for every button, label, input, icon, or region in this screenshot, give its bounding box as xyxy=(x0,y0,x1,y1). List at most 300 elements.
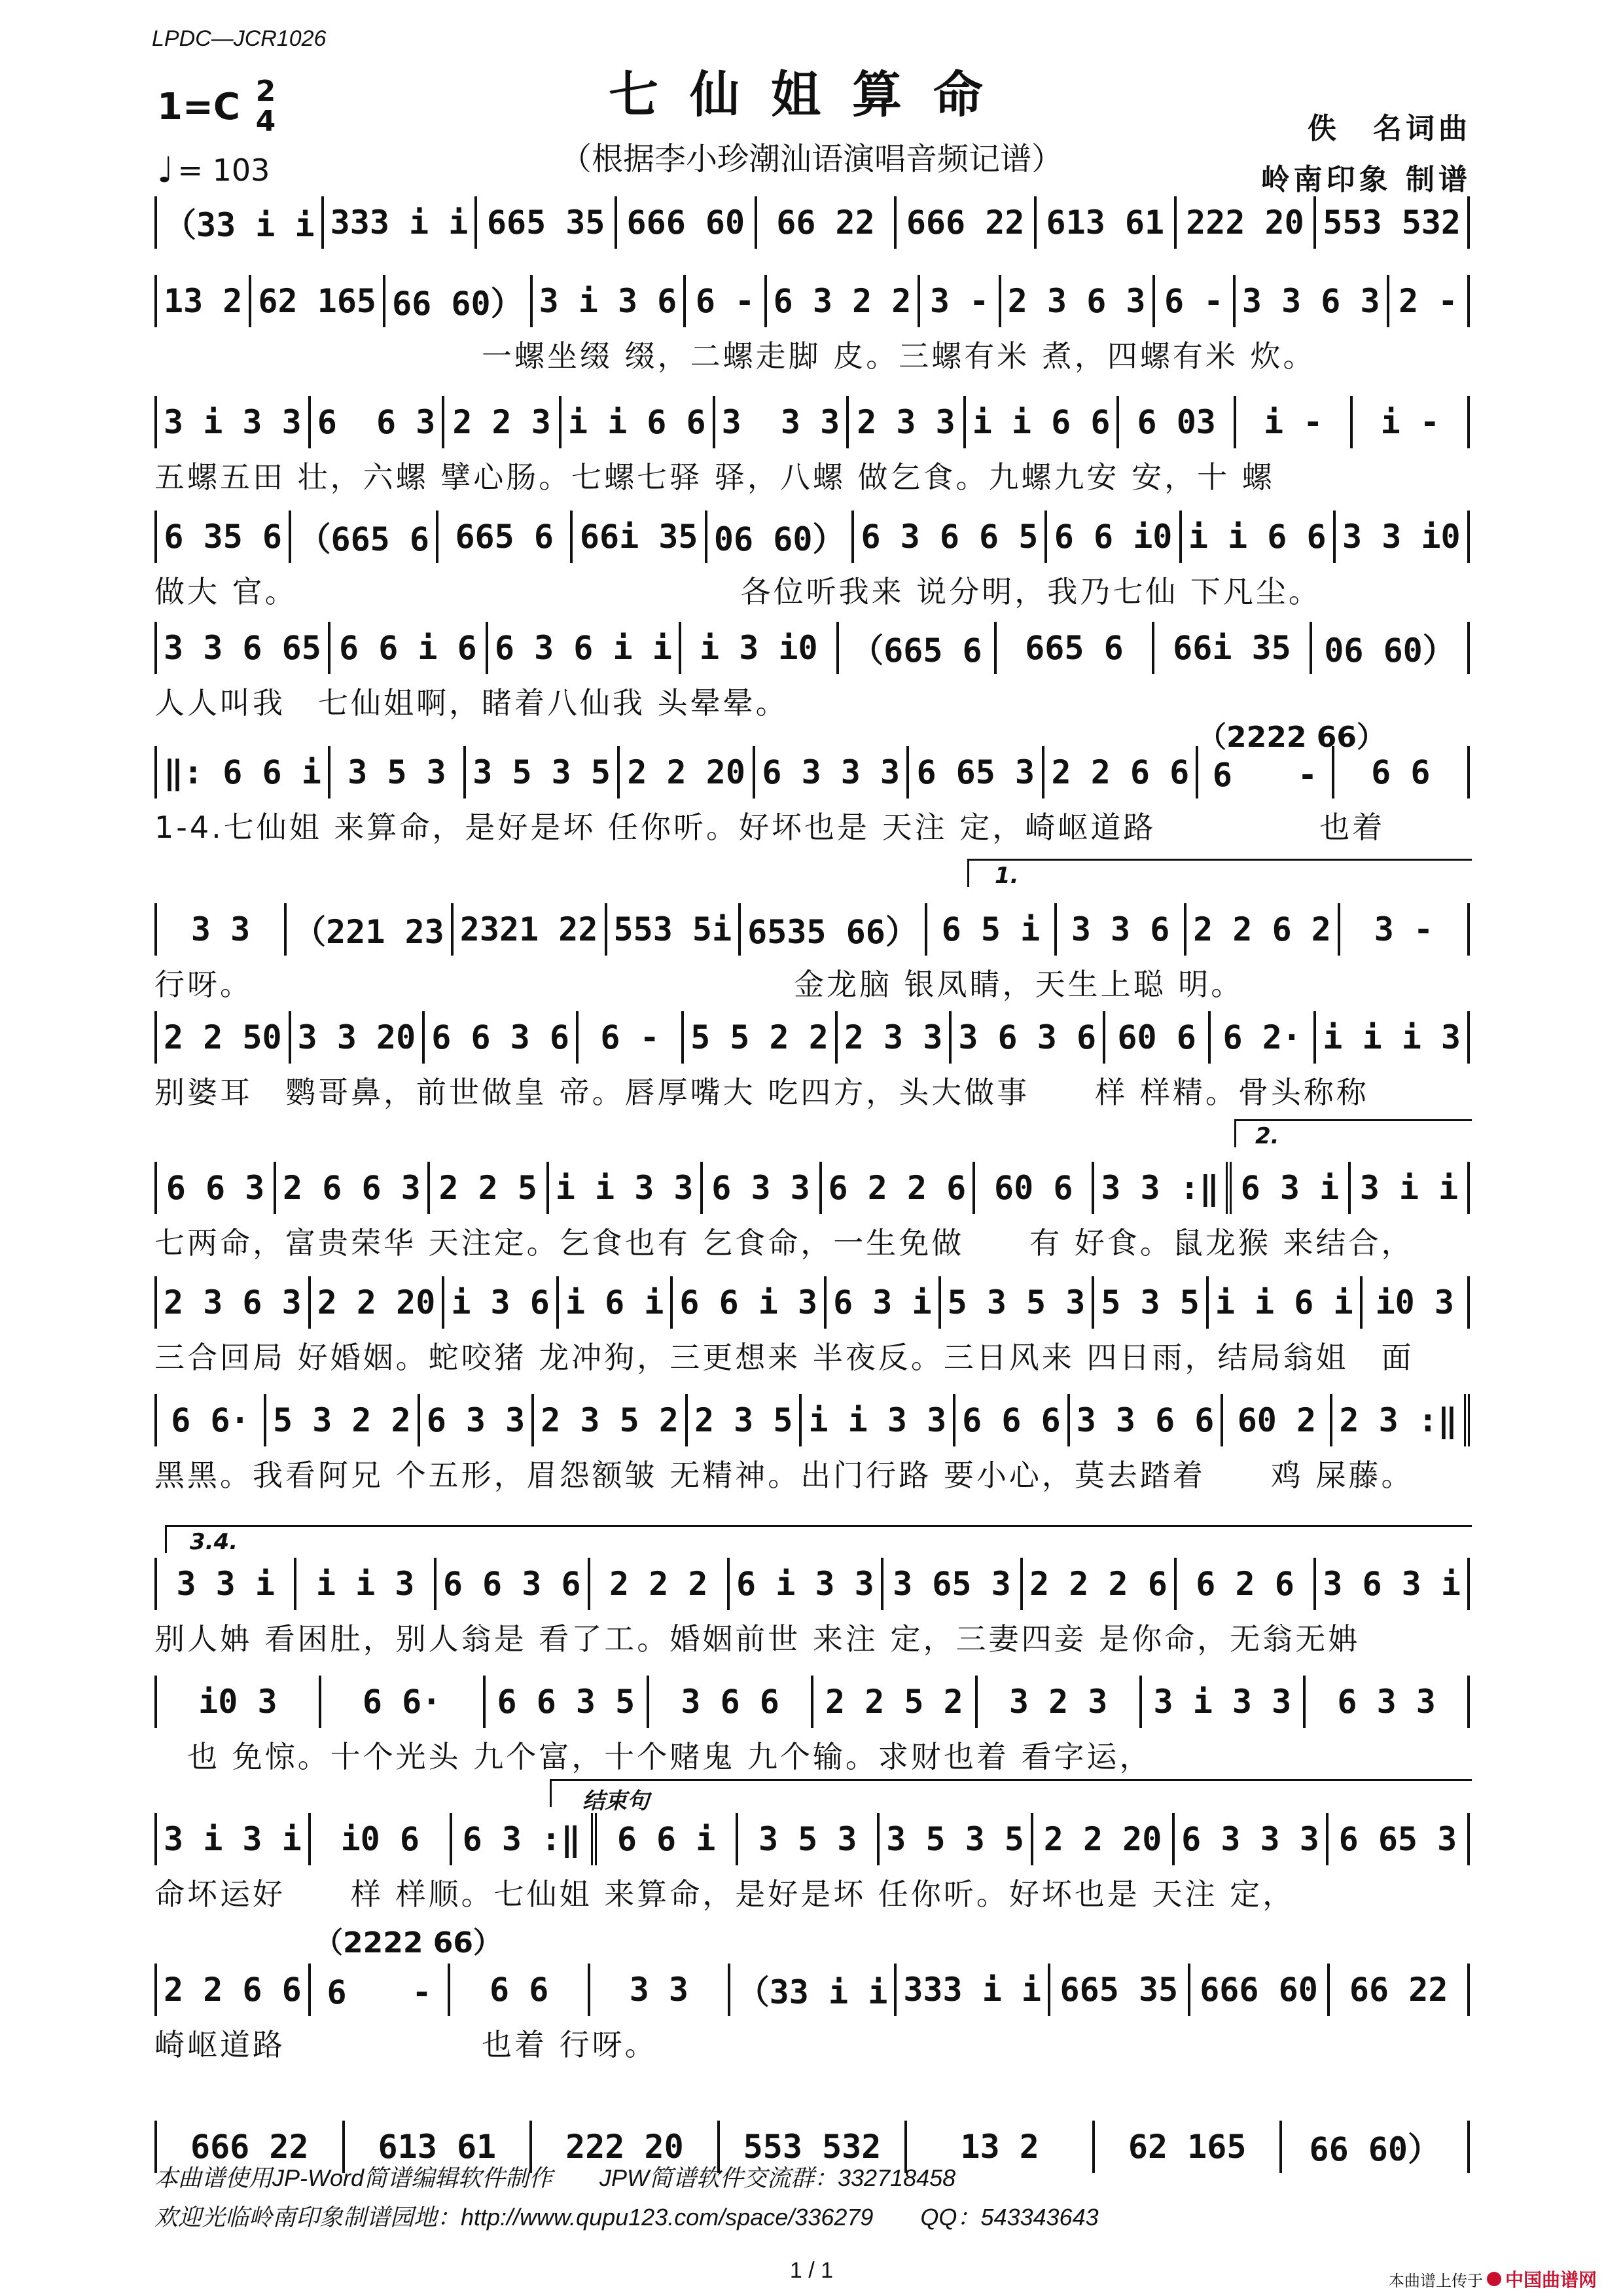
measure-notes: 3 3 20 xyxy=(297,1018,416,1056)
measure-notes: 6 6 i 6 xyxy=(338,629,477,667)
measure-notes: 5 3 5 3 xyxy=(947,1283,1086,1321)
measure-notes: 13 2 xyxy=(960,2128,1039,2166)
measure xyxy=(597,1813,738,1865)
measure-notes: 2 2 20 xyxy=(627,753,745,791)
measure-notes: 665 6 xyxy=(1025,629,1124,667)
measure xyxy=(444,1276,559,1329)
measure xyxy=(1044,746,1198,798)
measure xyxy=(802,1394,955,1446)
measure-notes: 553 5i xyxy=(613,910,732,948)
measure-notes: 3 3 i xyxy=(176,1565,275,1603)
measure xyxy=(1353,396,1470,448)
measure-notes: 6 3 :‖ xyxy=(462,1820,581,1858)
lyrics-line: 命坏运好 样 样顺。七仙姐 来算命，是好是坏 任你听。好坏也是 天注 定， xyxy=(154,1876,1296,1912)
measure xyxy=(1142,1676,1306,1728)
measure-notes: 6 3 3 3 xyxy=(762,753,901,791)
measure-notes: 3 3 xyxy=(629,1971,689,2009)
measure xyxy=(1211,1011,1316,1064)
measure-notes: 665 35 xyxy=(486,204,605,242)
footer-software-note: 本曲谱使用JP-Word简谱编辑软件制作 JPW简谱软件交流群：332718458 xyxy=(154,2164,956,2191)
measure-notes: 2 2 6 6 xyxy=(1051,753,1190,791)
measure-notes: 6 6 3 6 xyxy=(431,1018,569,1056)
measure-notes: 6 03 xyxy=(1137,403,1216,441)
score-system xyxy=(154,511,1470,609)
notation-line xyxy=(154,396,1470,448)
measure xyxy=(559,1276,673,1329)
measure xyxy=(688,1394,802,1446)
measure xyxy=(438,511,573,563)
score-system xyxy=(154,1394,1470,1492)
measure xyxy=(321,1676,486,1728)
measure-notes: （33 i i xyxy=(164,206,315,244)
measure-notes: 2321 22 xyxy=(459,910,598,948)
measure-notes: 6 2 2 6 xyxy=(828,1169,967,1207)
measure-notes: 66 22 xyxy=(1349,1971,1448,2009)
measure xyxy=(1023,1558,1177,1610)
measure-notes: （221 23 xyxy=(293,913,444,951)
measure xyxy=(1047,511,1181,563)
measure xyxy=(897,1964,1050,2016)
measure-notes: i i 3 xyxy=(315,1565,415,1603)
measure xyxy=(738,1813,880,1865)
measure xyxy=(1182,511,1336,563)
measure-notes: 60 6 xyxy=(994,1169,1073,1207)
measure xyxy=(1316,1011,1470,1064)
measure-notes: 3 5 3 5 xyxy=(473,753,611,791)
measure xyxy=(311,1813,452,1865)
measure xyxy=(154,1162,276,1214)
score-system xyxy=(154,1676,1470,1774)
measure xyxy=(839,622,997,674)
measure xyxy=(573,511,707,563)
measure-notes: 3 65 3 xyxy=(893,1565,1011,1603)
volta-34-bracket xyxy=(165,1525,1472,1553)
measure xyxy=(1175,1813,1329,1865)
measure xyxy=(955,1394,1070,1446)
measure xyxy=(420,1394,535,1446)
measure-notes: 3 3 :‖ xyxy=(1101,1169,1219,1207)
measure xyxy=(154,511,291,563)
measure xyxy=(437,1558,590,1610)
score-system xyxy=(154,746,1470,844)
measure-notes: 3 i 3 3 xyxy=(1153,1683,1292,1721)
measure-notes: 62 165 xyxy=(1128,2128,1247,2166)
measure xyxy=(154,1011,291,1064)
measure xyxy=(579,1011,684,1064)
measure xyxy=(430,1162,549,1214)
measure xyxy=(883,1558,1023,1610)
measure-notes: 6 - xyxy=(1212,756,1318,794)
lyrics-line: 1-4.七仙姐 来算命，是好是坏 任你听。好坏也是 天注 定，崎岖道路 也着 xyxy=(154,810,1385,845)
measure-notes: i 6 i xyxy=(565,1283,664,1321)
score-system xyxy=(154,1276,1470,1374)
notation-line xyxy=(154,903,1470,956)
measure xyxy=(1037,196,1177,249)
measure-notes: 2 3 6 3 xyxy=(1007,282,1146,320)
measure-notes: 6 i 3 3 xyxy=(736,1565,874,1603)
measure-notes: 6 6 i 3 xyxy=(679,1283,818,1321)
measure xyxy=(154,196,324,249)
notation-line xyxy=(154,196,1470,249)
measure-notes: 3 6 6 xyxy=(681,1683,779,1721)
measure-notes: 3 6 3 6 xyxy=(958,1018,1097,1056)
measure xyxy=(251,275,385,327)
measure xyxy=(1389,275,1470,327)
measure-notes: i - xyxy=(1380,403,1440,441)
measure xyxy=(966,396,1120,448)
measure-notes: i i i 3 xyxy=(1323,1018,1461,1056)
measure xyxy=(838,1011,952,1064)
measure-notes: 60 6 xyxy=(1117,1018,1196,1056)
measure xyxy=(1190,1964,1330,2016)
lyrics-line: 七两命，富贵荣华 天注定。乞食也有 乞食命，一生免做 有 好食。鼠龙猴 来结合， xyxy=(154,1225,1414,1261)
measure-notes: 6 3 6 6 5 xyxy=(861,518,1039,556)
measure xyxy=(1332,1394,1470,1446)
score-system xyxy=(154,1813,1470,1911)
measure xyxy=(1105,1011,1211,1064)
measure-notes: 6 3 6 i i xyxy=(494,629,672,667)
measure xyxy=(1057,903,1186,956)
measure xyxy=(952,1011,1105,1064)
site-logo-icon xyxy=(1487,2272,1501,2286)
measure-notes: 2 2 20 xyxy=(1043,1820,1162,1858)
measure xyxy=(311,1964,451,2016)
measure-notes: 666 60 xyxy=(626,204,745,242)
measure-notes: 6 - xyxy=(600,1018,660,1056)
notation-line xyxy=(154,622,1470,674)
measure xyxy=(755,746,909,798)
ending-bracket xyxy=(550,1779,1472,1807)
measure xyxy=(291,1011,425,1064)
measure xyxy=(1232,1162,1351,1214)
measure xyxy=(324,196,478,249)
measure-notes: 666 60 xyxy=(1200,1971,1318,2009)
measure-notes: i i 3 3 xyxy=(808,1401,947,1439)
measure xyxy=(1336,511,1470,563)
measure xyxy=(154,1676,321,1728)
measure xyxy=(1306,1676,1470,1728)
measure-notes: 2 3 3 xyxy=(844,1018,943,1056)
measure xyxy=(1329,1813,1470,1865)
volta-34-label: 3.4. xyxy=(190,1529,238,1555)
measure-notes: 3 5 3 xyxy=(758,1820,857,1858)
measure-notes: 222 20 xyxy=(565,2128,684,2166)
upload-credit xyxy=(1389,2266,1597,2292)
lyrics-line: 行呀。 金龙脑 银凤睛，天生上聪 明。 xyxy=(154,967,1244,1002)
measure-notes: 6 2 6 xyxy=(1196,1565,1294,1603)
time-top: 2 xyxy=(255,75,276,108)
measure xyxy=(975,1162,1094,1214)
measure xyxy=(767,275,921,327)
measure-notes: 666 22 xyxy=(906,204,1025,242)
score-system xyxy=(154,1964,1470,2062)
measure-notes: 6 3 3 3 xyxy=(1181,1820,1319,1858)
lyrics-line: 黑黑。我看阿兄 个五形，眉怨额皱 无精神。出门行路 要小心，莫去踏着 鸡 屎藤。 xyxy=(154,1458,1414,1493)
measure xyxy=(617,196,757,249)
measure-notes: 6 35 6 xyxy=(164,518,283,556)
measure-notes: 3 - xyxy=(929,282,990,320)
measure xyxy=(488,622,681,674)
measure xyxy=(1177,196,1317,249)
measure xyxy=(486,1676,650,1728)
measure-notes: 6 2· xyxy=(1222,1018,1302,1056)
measure-notes: 5 3 2 2 xyxy=(272,1401,411,1439)
measure-notes: 6 3 3 xyxy=(426,1401,526,1439)
measure xyxy=(534,1394,688,1446)
measure-notes: 2 2 6 6 xyxy=(164,1971,302,2009)
lyrics-line: 也 免惊。十个光头 九个富，十个赌鬼 九个输。求财也着 看字运， xyxy=(154,1739,1152,1774)
measure xyxy=(909,746,1044,798)
measure xyxy=(920,275,1001,327)
measure xyxy=(590,1558,730,1610)
measure-notes: 2 3 6 3 xyxy=(164,1283,302,1321)
measure-notes: 3 - xyxy=(1374,910,1434,948)
measure xyxy=(681,622,839,674)
measure-notes: （665 6 xyxy=(851,632,982,670)
measure-notes: 6 65 3 xyxy=(1338,1820,1457,1858)
measure xyxy=(941,1276,1095,1329)
notation-line xyxy=(154,1964,1470,2016)
measure xyxy=(330,746,466,798)
measure-notes: 06 60） xyxy=(1324,632,1455,670)
measure-notes: i - xyxy=(1264,403,1323,441)
measure-notes: 6 - xyxy=(327,1973,432,2011)
measure-notes: i i 6 6 xyxy=(1188,518,1327,556)
measure-notes: 66i 35 xyxy=(579,518,698,556)
score-system xyxy=(154,622,1470,720)
measure-notes: （665 6 xyxy=(298,520,429,558)
measure xyxy=(154,622,330,674)
measure-notes: 3 3 6 xyxy=(1071,910,1170,948)
measure xyxy=(266,1394,420,1446)
lyrics-line: 崎岖道路 也着 行呀。 xyxy=(154,2027,658,2062)
measure xyxy=(827,1276,941,1329)
notation-line xyxy=(154,511,1470,563)
measure xyxy=(1186,903,1340,956)
measure xyxy=(154,1394,266,1446)
notation-line xyxy=(154,1394,1470,1446)
measure-notes: 2 6 6 3 xyxy=(283,1169,421,1207)
measure-notes: 60 2 xyxy=(1237,1401,1317,1439)
notation-line xyxy=(154,1813,1470,1865)
measure xyxy=(154,1964,311,2016)
measure xyxy=(454,903,607,956)
measure-notes: 66i 35 xyxy=(1173,629,1291,667)
site-name: 中国曲谱网 xyxy=(1505,2270,1597,2290)
measure xyxy=(287,903,454,956)
measure-notes: 5 5 2 2 xyxy=(690,1018,829,1056)
measure xyxy=(1316,196,1470,249)
measure xyxy=(822,1162,976,1214)
measure xyxy=(813,1676,978,1728)
measure-notes: i i 6 6 xyxy=(567,403,706,441)
measure xyxy=(854,511,1047,563)
measure xyxy=(897,196,1037,249)
measure-notes: 3 3 i0 xyxy=(1342,518,1461,556)
measure-notes: 2 3 5 xyxy=(694,1401,793,1439)
measure-notes: i0 6 xyxy=(340,1820,419,1858)
measure xyxy=(276,1162,430,1214)
measure-notes: 2 2 2 xyxy=(609,1565,708,1603)
notation-line xyxy=(154,1676,1470,1728)
measure-notes: 613 61 xyxy=(1046,204,1165,242)
measure xyxy=(1177,1558,1316,1610)
measure xyxy=(330,622,488,674)
volta-1-label: 1. xyxy=(995,863,1019,889)
measure-notes: 2 3 :‖ xyxy=(1339,1401,1458,1439)
measure xyxy=(291,511,438,563)
notation-line xyxy=(154,1162,1470,1214)
measure xyxy=(154,1813,311,1865)
measure-notes: 3 3 xyxy=(190,910,251,948)
measure-notes: 06 60） xyxy=(713,520,846,558)
lyrics-line: 一螺坐缀 缀，二螺走脚 皮。三螺有米 煮，四螺有米 炊。 xyxy=(154,338,1316,374)
lyrics-line: 人人叫我 七仙姐啊，睹着八仙我 头晕晕。 xyxy=(154,685,789,721)
measure-notes: 553 532 xyxy=(1323,204,1461,242)
measure-notes: 2 2 3 xyxy=(452,403,551,441)
measure-notes: 3 i 3 6 xyxy=(539,282,677,320)
measure-notes: 6 6· xyxy=(362,1683,442,1721)
notation-line xyxy=(154,1011,1470,1064)
measure xyxy=(1001,275,1155,327)
volta-1-bracket xyxy=(967,859,1472,887)
measure xyxy=(1209,1276,1363,1329)
measure xyxy=(715,396,849,448)
score-system xyxy=(154,1011,1470,1109)
measure-notes: i i 3 3 xyxy=(555,1169,694,1207)
measure xyxy=(1316,1558,1470,1610)
measure xyxy=(385,275,533,327)
measure-notes: 6 - xyxy=(695,282,755,320)
measure-notes: i 3 6 xyxy=(451,1283,550,1321)
measure-notes: i 3 i0 xyxy=(700,629,818,667)
measure-notes: 66 60） xyxy=(392,285,524,323)
measure-notes: 6 6 i xyxy=(616,1820,716,1858)
notation-line xyxy=(154,275,1470,327)
measure-notes: 333 i i xyxy=(330,204,469,242)
measure-notes: 66 60） xyxy=(1309,2130,1441,2168)
measure xyxy=(154,746,330,798)
measure-notes: i i 6 6 xyxy=(972,403,1111,441)
score-system xyxy=(154,1558,1470,1656)
measure-notes: 3 3 6 65 xyxy=(164,629,321,667)
measure-notes: 5 3 5 xyxy=(1101,1283,1200,1321)
measure xyxy=(1119,396,1236,448)
measure-notes: 6 65 3 xyxy=(916,753,1035,791)
measure-notes: 2 2 6 2 xyxy=(1193,910,1331,948)
measure-notes: 6 - xyxy=(1164,282,1224,320)
measure xyxy=(1094,1276,1209,1329)
lyrics-line: 别人姌 看困肚，别人翁是 看了工。婚姻前世 来注 定，三妻四妾 是你命，无翁无姌 xyxy=(154,1621,1361,1657)
measure-notes: 2 3 5 2 xyxy=(541,1401,679,1439)
measure-notes: 3 i i xyxy=(1359,1169,1459,1207)
measure xyxy=(477,196,617,249)
measure-notes: 3 i 3 3 xyxy=(164,403,302,441)
measure-notes: 665 35 xyxy=(1060,1971,1179,2009)
measure-notes: 3 5 3 xyxy=(348,753,446,791)
measure-notes: 6 3 3 xyxy=(1337,1683,1436,1721)
measure xyxy=(1351,1162,1470,1214)
measure xyxy=(549,1162,703,1214)
volta-2-label: 2. xyxy=(1255,1123,1279,1149)
measure xyxy=(1033,1813,1175,1865)
measure-notes: 3 5 3 5 xyxy=(886,1820,1024,1858)
measure-notes: 6 6· xyxy=(171,1401,250,1439)
insert-phrase-bottom: （2222 66） xyxy=(314,1926,503,1960)
measure xyxy=(1282,2121,1470,2173)
measure xyxy=(978,1676,1142,1728)
measure-notes: 665 6 xyxy=(455,518,554,556)
measure xyxy=(466,746,620,798)
measure xyxy=(1223,1394,1332,1446)
measure-notes: 6535 66） xyxy=(747,913,918,951)
page-number: 1 / 1 xyxy=(789,2258,834,2283)
measure-notes: 6 6 3 xyxy=(166,1169,265,1207)
measure-notes: 3 3 6 3 xyxy=(1241,282,1380,320)
tempo-value: = 103 xyxy=(177,152,270,188)
page-title: 七仙姐算命 xyxy=(609,65,1014,124)
measure xyxy=(607,903,741,956)
score-system xyxy=(154,396,1470,494)
measure xyxy=(620,746,755,798)
measure xyxy=(450,1964,590,2016)
measure xyxy=(425,1011,579,1064)
measure-notes: 2 2 5 xyxy=(438,1169,538,1207)
measure-notes: 6 3 3 xyxy=(711,1169,810,1207)
key-label: 1=C xyxy=(157,85,240,128)
measure xyxy=(997,622,1154,674)
measure-notes: 613 61 xyxy=(378,2128,497,2166)
measure xyxy=(562,396,715,448)
score-system xyxy=(154,903,1470,1001)
measure-notes: 2 - xyxy=(1399,282,1458,320)
measure xyxy=(1312,622,1470,674)
measure xyxy=(311,1276,445,1329)
measure xyxy=(1155,275,1236,327)
measure xyxy=(311,396,445,448)
measure xyxy=(649,1676,813,1728)
measure-notes: 62 165 xyxy=(258,282,377,320)
score-system xyxy=(154,1162,1470,1260)
measure-notes: 3 i 3 i xyxy=(164,1820,302,1858)
measure-notes: i0 3 xyxy=(1375,1283,1454,1321)
measure-notes: 2 2 2 6 xyxy=(1029,1565,1168,1603)
footer-website-note: 欢迎光临岭南印象制谱园地：http://www.qupu123.com/space/336279 QQ：543343643 xyxy=(154,2204,1099,2231)
measure-notes: 6 6 xyxy=(490,1971,549,2009)
measure xyxy=(590,1964,730,2016)
measure xyxy=(730,1964,897,2016)
measure-notes: 3 3 3 xyxy=(721,403,840,441)
measure-notes: 666 22 xyxy=(190,2128,309,2166)
lyrics-line: 别婆耳 鹦哥鼻，前世做皇 帝。唇厚嘴大 吃四方，头大做事 样 样精。骨头称称 xyxy=(154,1075,1369,1110)
measure-notes: i0 3 xyxy=(198,1683,277,1721)
measure-notes: 3 2 3 xyxy=(1008,1683,1108,1721)
notation-line xyxy=(154,1558,1470,1610)
measure-notes: 2 2 5 2 xyxy=(825,1683,963,1721)
measure xyxy=(757,196,897,249)
insert-phrase-top: （2222 66） xyxy=(1198,721,1386,754)
measure xyxy=(1330,1964,1470,2016)
measure-notes: （33 i i xyxy=(736,1973,888,2011)
measure xyxy=(1094,1162,1232,1214)
measure xyxy=(741,903,927,956)
score-system xyxy=(154,275,1470,373)
measure xyxy=(452,1813,597,1865)
measure xyxy=(673,1276,827,1329)
measure xyxy=(1154,622,1312,674)
measure-notes: 2 3 3 xyxy=(857,403,955,441)
measure-notes: 3 3 6 6 xyxy=(1076,1401,1215,1439)
